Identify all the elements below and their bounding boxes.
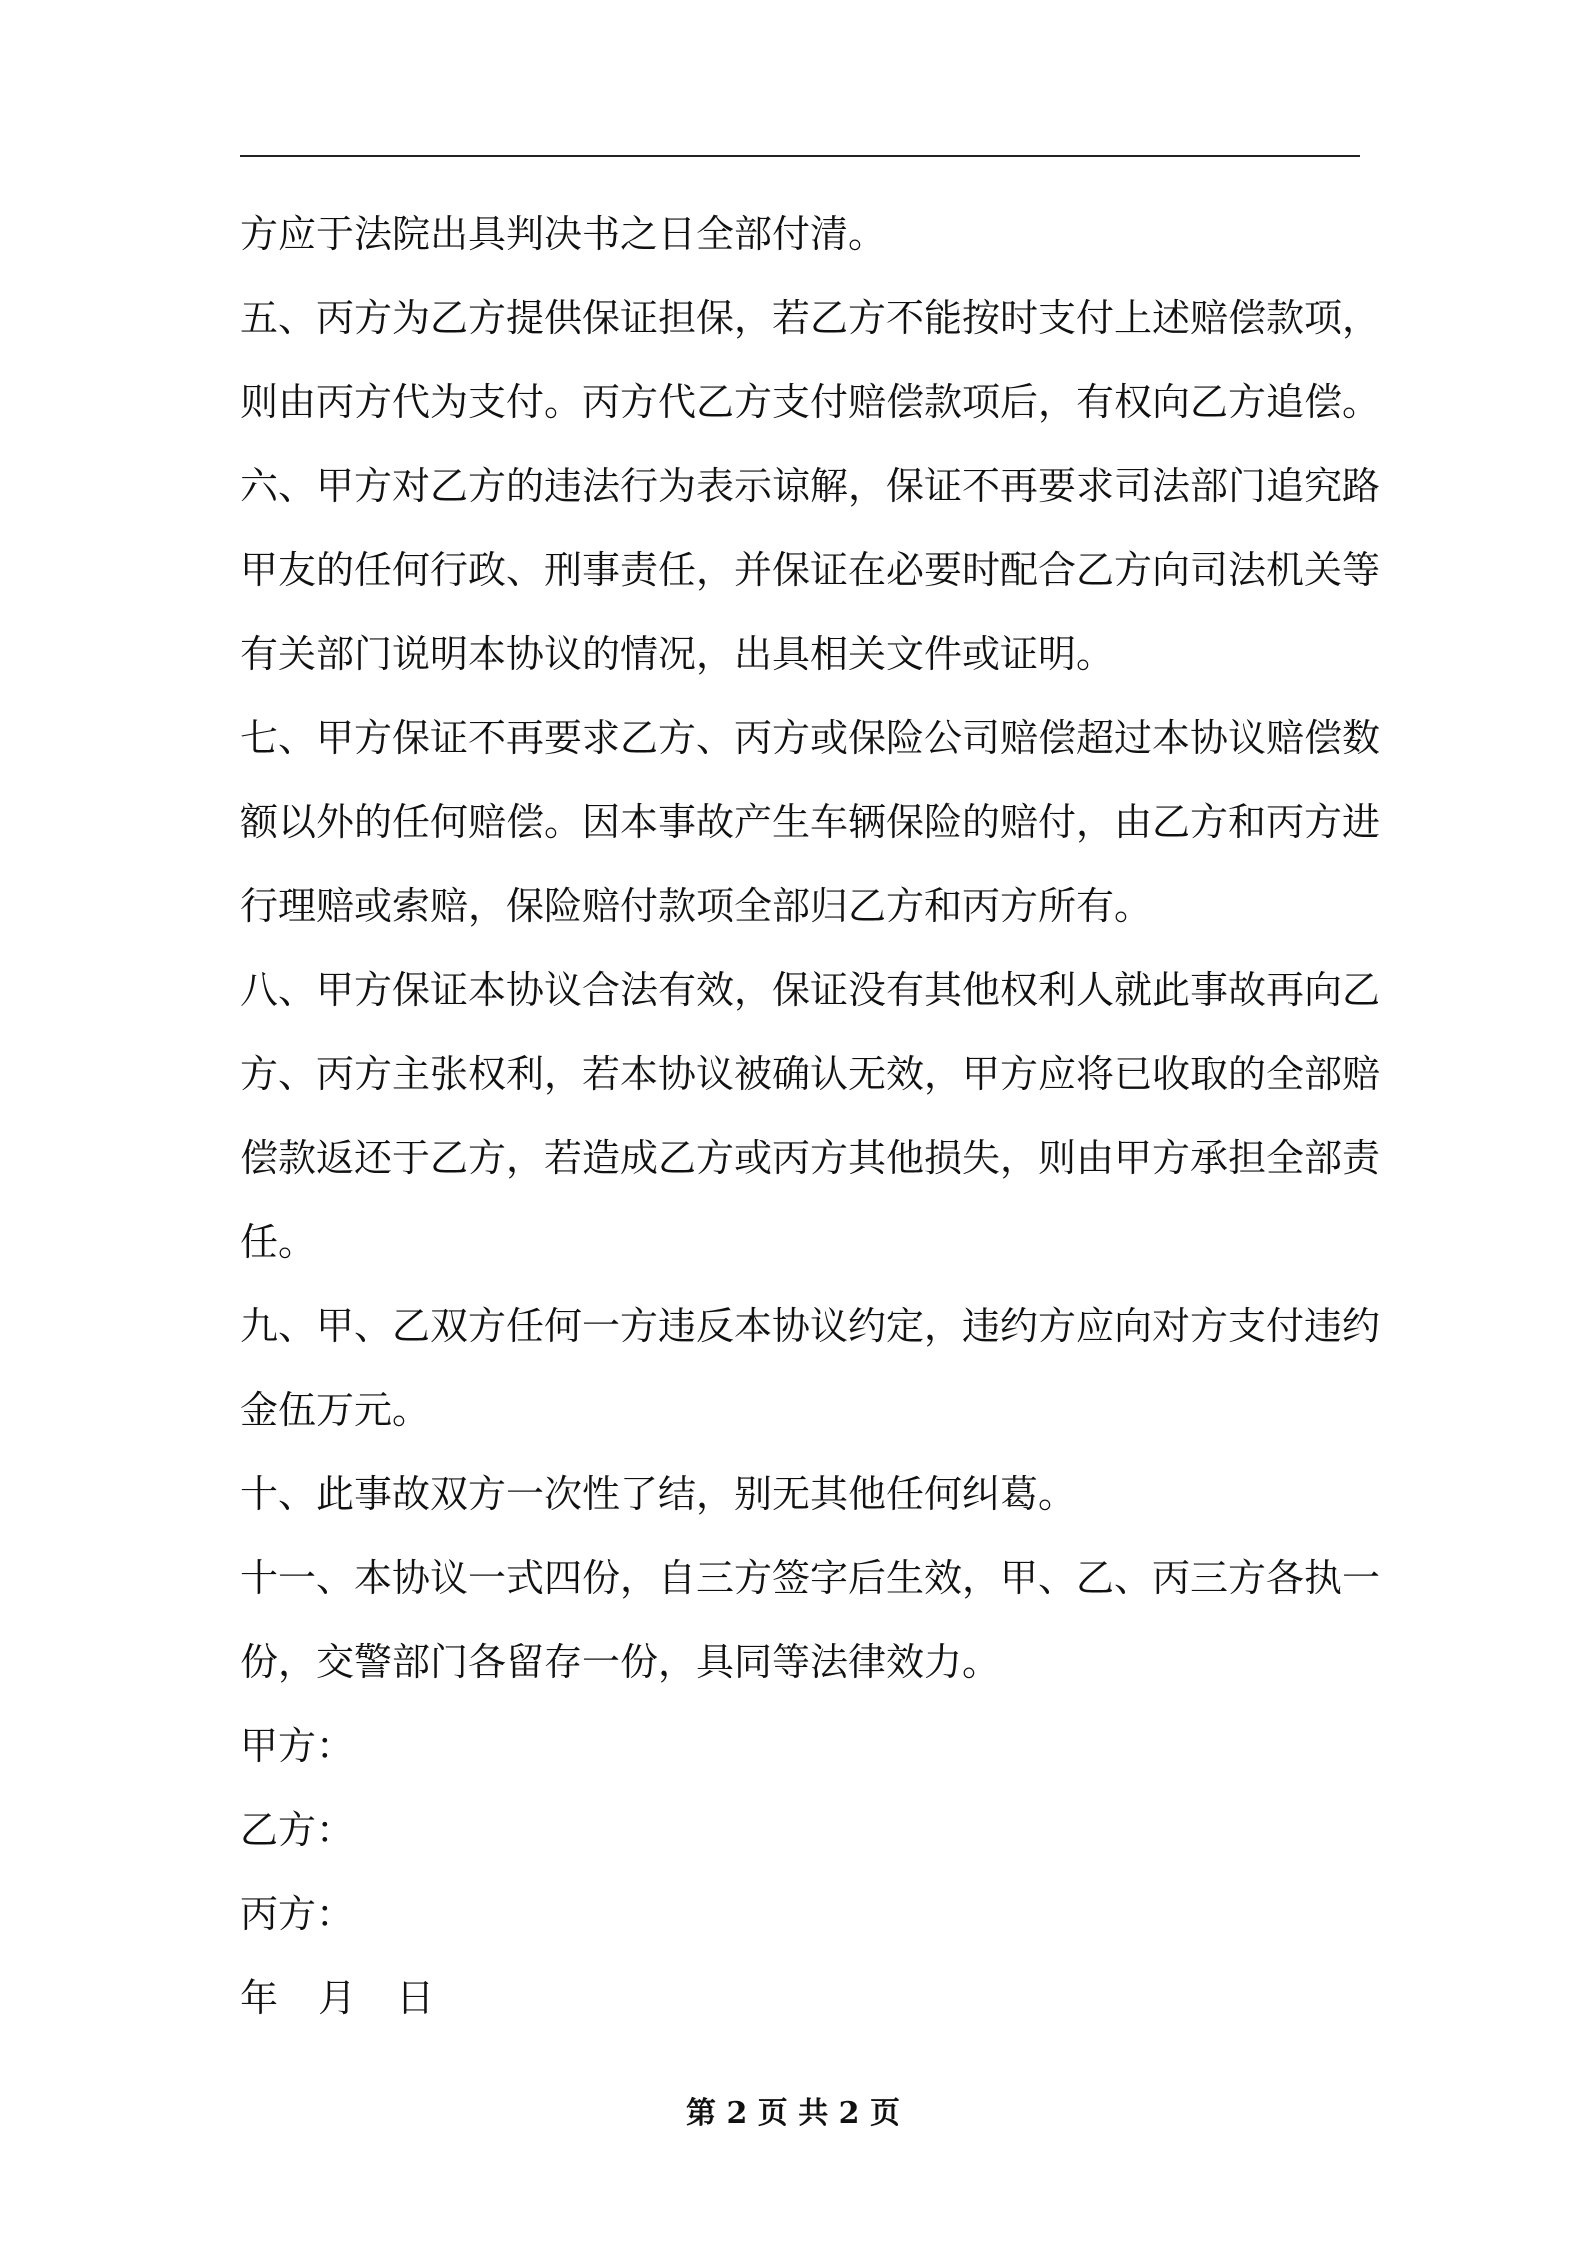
date-year-label: 年 (240, 1976, 279, 2020)
body-line: 金伍万元。 (240, 1388, 431, 1432)
body-line: 偿款返还于乙方，若造成乙方或丙方其他损失，则由甲方承担全部责 (240, 1136, 1381, 1180)
body-line: 行理赔或索赔，保险赔付款项全部归乙方和丙方所有。 (240, 884, 1153, 928)
date-month-label: 月 (318, 1976, 357, 2020)
body-line: 有关部门说明本协议的情况，出具相关文件或证明。 (240, 632, 1115, 676)
page-number-footer: 第 2 页 共 2 页 (686, 2096, 900, 2131)
body-line: 份，交警部门各留存一份，具同等法律效力。 (240, 1640, 1001, 1684)
body-line: 十一、本协议一式四份，自三方签字后生效，甲、乙、丙三方各执一 (240, 1556, 1381, 1600)
body-line: 则由丙方代为支付。丙方代乙方支付赔偿款项后，有权向乙方追偿。 (240, 380, 1381, 424)
body-line: 方、丙方主张权利，若本协议被确认无效，甲方应将已收取的全部赔 (240, 1052, 1381, 1096)
party-a-signature-label: 甲方： (240, 1724, 355, 1768)
body-line: 额以外的任何赔偿。因本事故产生车辆保险的赔付，由乙方和丙方进 (240, 800, 1381, 844)
body-line: 九、甲、乙双方任何一方违反本协议约定，违约方应向对方支付违约 (240, 1304, 1381, 1348)
header-rule (240, 155, 1360, 157)
body-line: 甲友的任何行政、刑事责任，并保证在必要时配合乙方向司法机关等 (240, 548, 1381, 592)
party-c-signature-label: 丙方： (240, 1892, 355, 1936)
body-line: 八、甲方保证本协议合法有效，保证没有其他权利人就此事故再向乙 (240, 968, 1381, 1012)
body-line: 任。 (240, 1220, 317, 1264)
document-body (240, 192, 1381, 2040)
date-day-label: 日 (396, 1976, 435, 2020)
body-line: 七、甲方保证不再要求乙方、丙方或保险公司赔偿超过本协议赔偿数 (240, 716, 1381, 760)
body-line: 方应于法院出具判决书之日全部付清。 (240, 212, 887, 256)
party-b-signature-label: 乙方： (240, 1808, 355, 1852)
body-line: 十、此事故双方一次性了结，别无其他任何纠葛。 (240, 1472, 1077, 1516)
signature-date-line (240, 1956, 1360, 2040)
body-line: 五、丙方为乙方提供保证担保，若乙方不能按时支付上述赔偿款项， (240, 296, 1381, 340)
body-line: 六、甲方对乙方的违法行为表示谅解，保证不再要求司法部门追究路 (240, 464, 1381, 508)
